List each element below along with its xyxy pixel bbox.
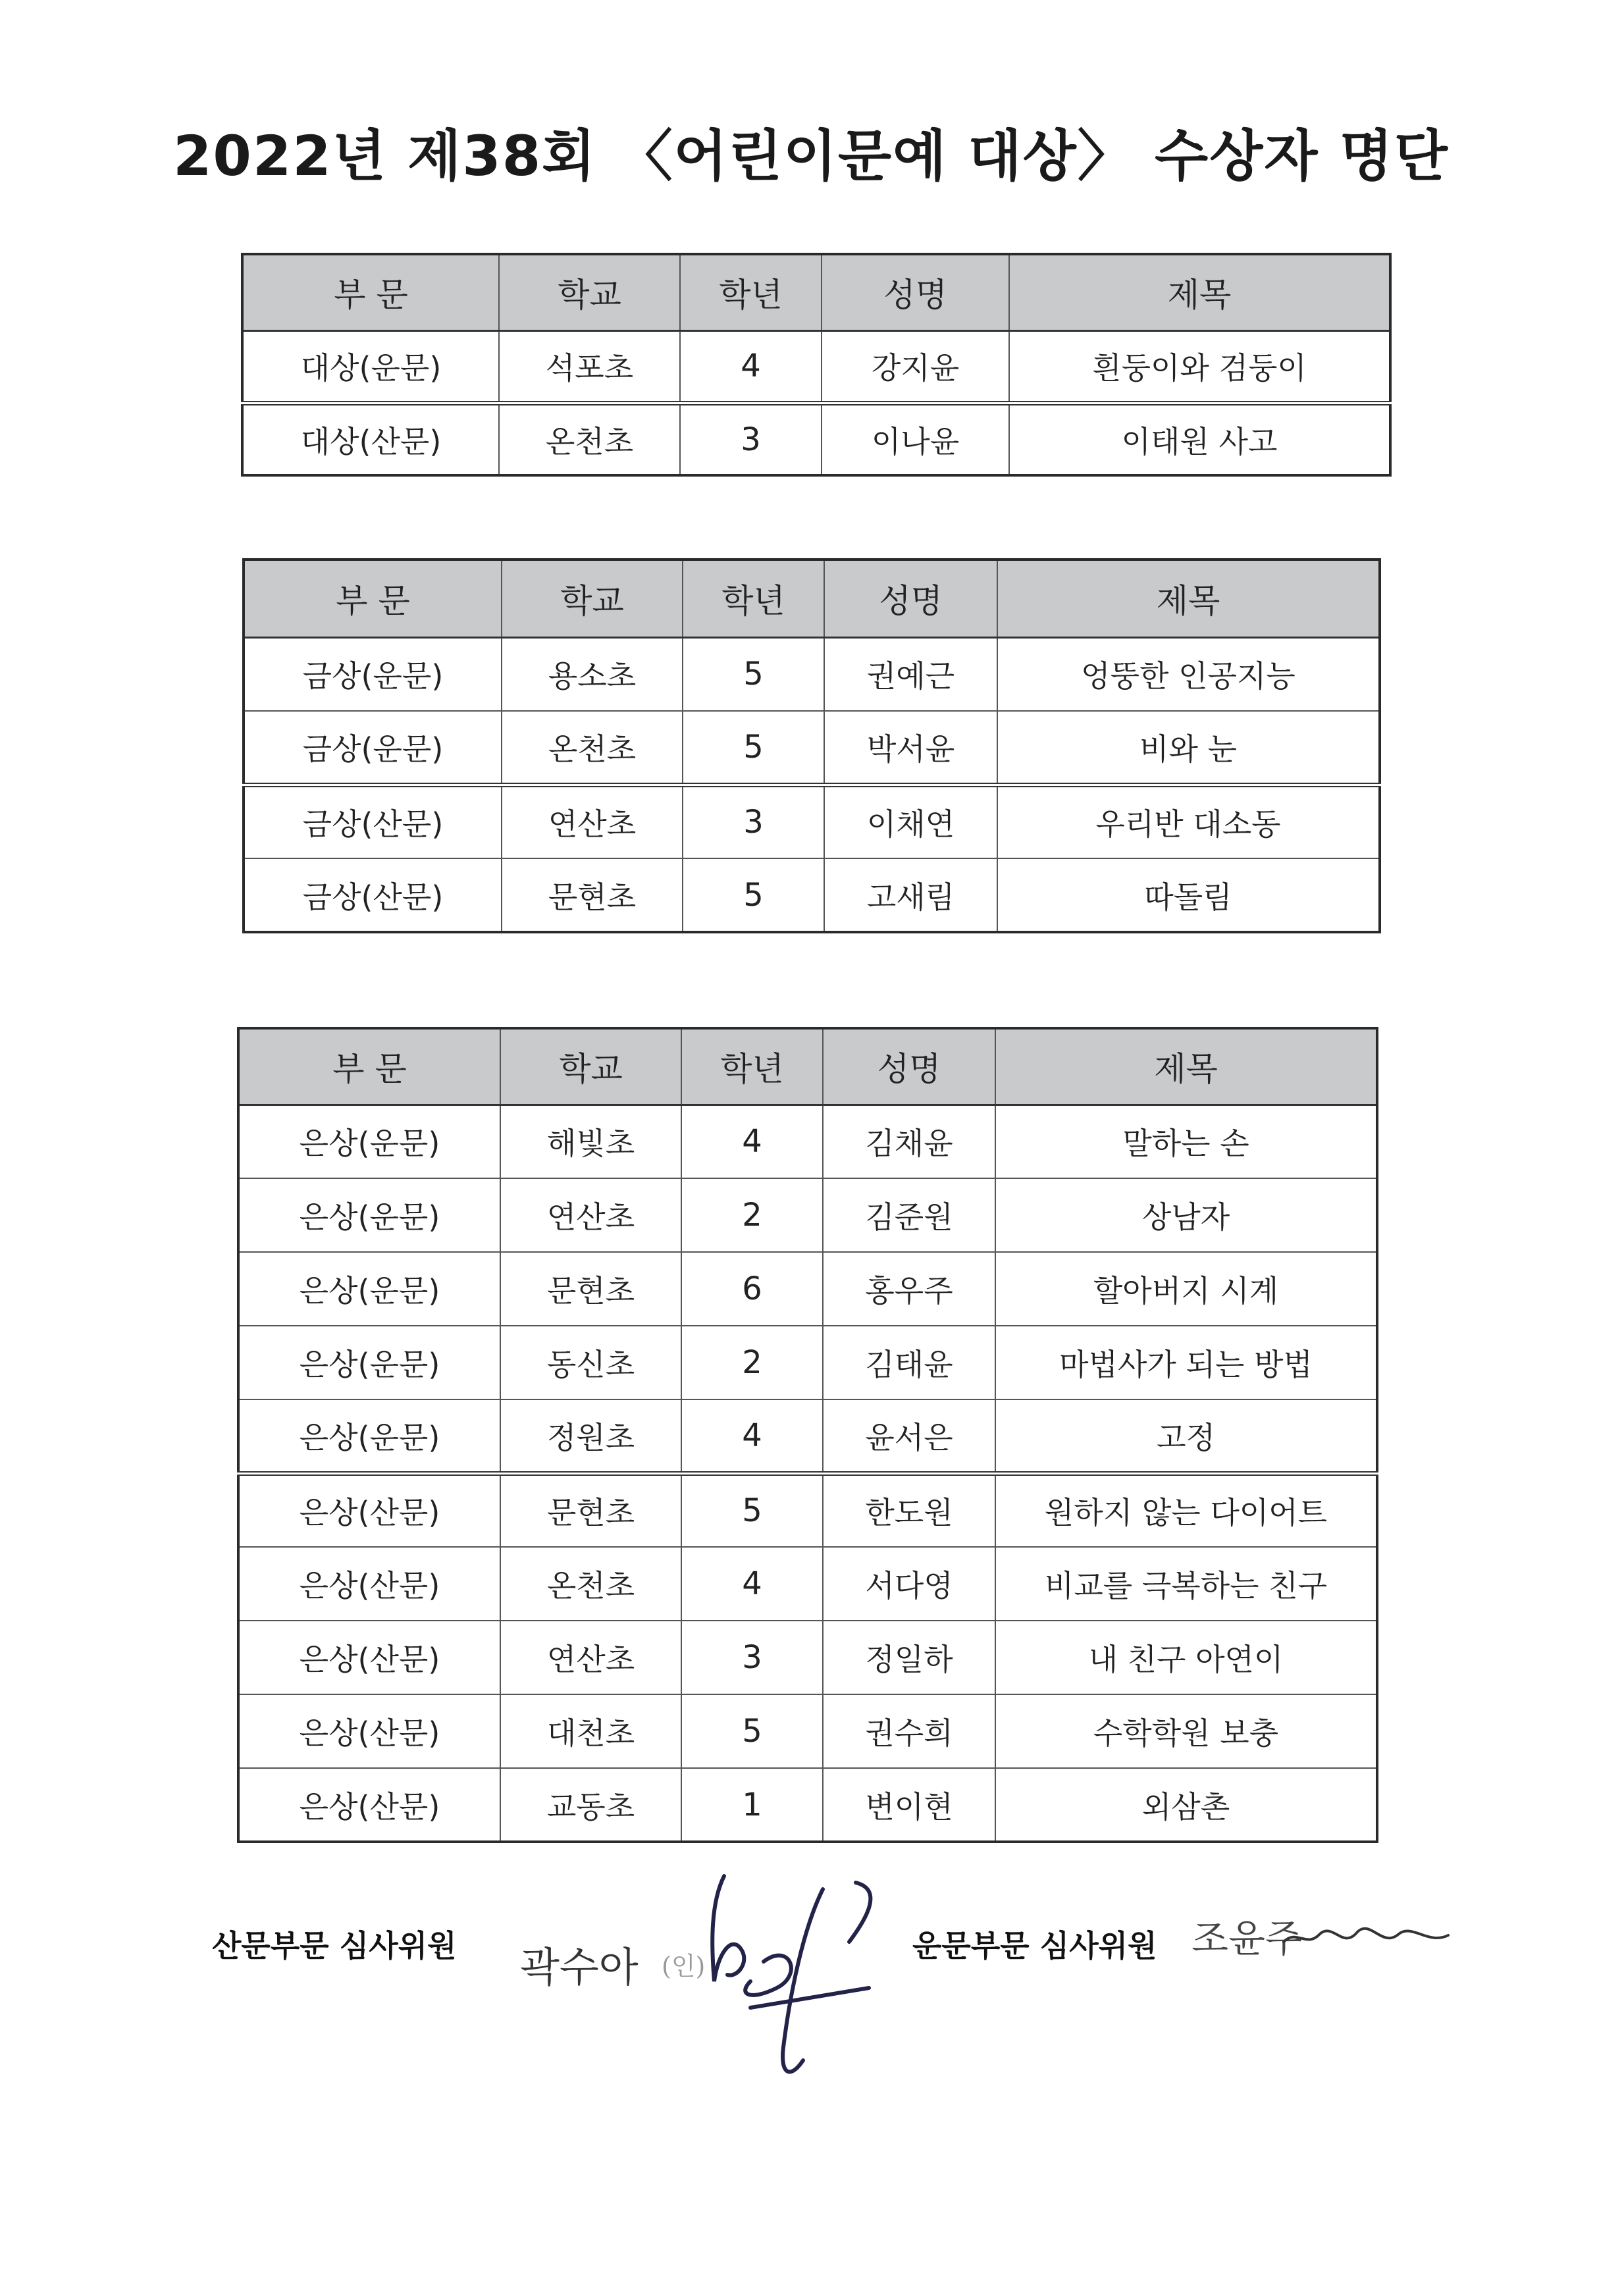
cell-division: 은상(산문) bbox=[238, 1547, 500, 1621]
table-row bbox=[238, 1473, 1377, 1547]
verse-judge-label: 운문부문 심사위원 bbox=[912, 1928, 1157, 1964]
cell-grade: 5 bbox=[681, 1694, 823, 1768]
cell-title: 비와 눈 bbox=[997, 711, 1380, 785]
header-grade: 학년 bbox=[680, 254, 822, 330]
cell-grade: 4 bbox=[681, 1399, 823, 1473]
cell-name: 정일하 bbox=[823, 1621, 995, 1694]
table-row bbox=[238, 1621, 1377, 1694]
cell-title: 원하지 않는 다이어트 bbox=[995, 1473, 1377, 1547]
cell-division: 대상(산문) bbox=[242, 403, 499, 475]
cell-name: 변이현 bbox=[823, 1768, 995, 1842]
cell-division: 금상(산문) bbox=[244, 858, 502, 932]
cell-division: 은상(운문) bbox=[238, 1399, 500, 1473]
cell-title: 고정 bbox=[995, 1399, 1377, 1473]
signature-stroke bbox=[1284, 1929, 1448, 1942]
cell-grade: 2 bbox=[681, 1326, 823, 1399]
prose-judge-label: 산문부문 심사위원 bbox=[212, 1928, 457, 1964]
prose-judge-signature bbox=[513, 1863, 908, 2100]
cell-school: 용소초 bbox=[502, 637, 683, 711]
cell-grade: 5 bbox=[683, 637, 824, 711]
table-header-row bbox=[244, 560, 1380, 637]
page-title: 2022년 제38회 〈어린이문예 대상〉 수상자 명단 bbox=[172, 124, 1450, 188]
cell-division: 대상(운문) bbox=[242, 330, 499, 403]
cell-school: 문현초 bbox=[502, 858, 683, 932]
cell-division: 은상(운문) bbox=[238, 1178, 500, 1252]
cell-grade: 3 bbox=[681, 1621, 823, 1694]
cell-grade: 2 bbox=[681, 1178, 823, 1252]
cell-division: 금상(산문) bbox=[244, 785, 502, 858]
table-row bbox=[238, 1105, 1377, 1178]
cell-title: 마법사가 되는 방법 bbox=[995, 1326, 1377, 1399]
cell-name: 김채윤 bbox=[823, 1105, 995, 1178]
table-row bbox=[244, 711, 1380, 785]
cell-name: 윤서은 bbox=[823, 1399, 995, 1473]
header-name: 성명 bbox=[823, 1028, 995, 1105]
cell-name: 한도원 bbox=[823, 1473, 995, 1547]
cell-school: 문현초 bbox=[500, 1252, 681, 1326]
header-title: 제목 bbox=[997, 560, 1380, 637]
cell-grade: 3 bbox=[680, 403, 822, 475]
table-row bbox=[238, 1694, 1377, 1768]
verse-judge-signature bbox=[1185, 1902, 1461, 1975]
header-division: 부 문 bbox=[242, 254, 499, 330]
cell-division: 은상(산문) bbox=[238, 1768, 500, 1842]
cell-division: 은상(운문) bbox=[238, 1105, 500, 1178]
cell-school: 해빛초 bbox=[500, 1105, 681, 1178]
cell-division: 은상(산문) bbox=[238, 1694, 500, 1768]
cell-name: 김준원 bbox=[823, 1178, 995, 1252]
cell-grade: 5 bbox=[683, 858, 824, 932]
cell-title: 흰둥이와 검둥이 bbox=[1009, 330, 1390, 403]
table-row bbox=[244, 858, 1380, 932]
header-title: 제목 bbox=[1009, 254, 1390, 330]
cell-name: 강지윤 bbox=[822, 330, 1009, 403]
cell-name: 이나윤 bbox=[822, 403, 1009, 475]
cell-division: 금상(운문) bbox=[244, 711, 502, 785]
cell-name: 이채연 bbox=[824, 785, 997, 858]
gold-prize-table bbox=[242, 558, 1381, 933]
cell-school: 온천초 bbox=[502, 711, 683, 785]
cell-school: 동신초 bbox=[500, 1326, 681, 1399]
table-header-row bbox=[242, 254, 1390, 330]
cell-title: 내 친구 아연이 bbox=[995, 1621, 1377, 1694]
signature-stroke bbox=[712, 1876, 870, 2072]
cell-title: 할아버지 시계 bbox=[995, 1252, 1377, 1326]
table-header-row bbox=[238, 1028, 1377, 1105]
cell-grade: 5 bbox=[681, 1473, 823, 1547]
cell-division: 은상(산문) bbox=[238, 1473, 500, 1547]
cell-school: 교동초 bbox=[500, 1768, 681, 1842]
cell-title: 비교를 극복하는 친구 bbox=[995, 1547, 1377, 1621]
cell-name: 홍우주 bbox=[823, 1252, 995, 1326]
silver-prize-table bbox=[237, 1027, 1378, 1843]
cell-title: 엉뚱한 인공지능 bbox=[997, 637, 1380, 711]
header-grade: 학년 bbox=[683, 560, 824, 637]
table-row bbox=[238, 1399, 1377, 1473]
cell-division: 은상(운문) bbox=[238, 1326, 500, 1399]
cell-title: 외삼촌 bbox=[995, 1768, 1377, 1842]
header-school: 학교 bbox=[500, 1028, 681, 1105]
header-name: 성명 bbox=[822, 254, 1009, 330]
table-row bbox=[244, 637, 1380, 711]
cell-grade: 4 bbox=[680, 330, 822, 403]
table-row bbox=[238, 1547, 1377, 1621]
cell-title: 우리반 대소동 bbox=[997, 785, 1380, 858]
table-row bbox=[238, 1768, 1377, 1842]
cell-name: 김태윤 bbox=[823, 1326, 995, 1399]
cell-name: 박서윤 bbox=[824, 711, 997, 785]
cell-school: 문현초 bbox=[500, 1473, 681, 1547]
header-title: 제목 bbox=[995, 1028, 1377, 1105]
cell-name: 권수희 bbox=[823, 1694, 995, 1768]
cell-title: 말하는 손 bbox=[995, 1105, 1377, 1178]
table-row bbox=[238, 1326, 1377, 1399]
cell-school: 연산초 bbox=[500, 1178, 681, 1252]
cell-school: 연산초 bbox=[500, 1621, 681, 1694]
cell-title: 수학학원 보충 bbox=[995, 1694, 1377, 1768]
header-grade: 학년 bbox=[681, 1028, 823, 1105]
table-row bbox=[242, 330, 1390, 403]
cell-division: 은상(산문) bbox=[238, 1621, 500, 1694]
header-school: 학교 bbox=[502, 560, 683, 637]
table-row bbox=[238, 1178, 1377, 1252]
cell-division: 은상(운문) bbox=[238, 1252, 500, 1326]
cell-school: 연산초 bbox=[502, 785, 683, 858]
cell-title: 이태원 사고 bbox=[1009, 403, 1390, 475]
cell-name: 고새림 bbox=[824, 858, 997, 932]
cell-school: 정원초 bbox=[500, 1399, 681, 1473]
verse-judge-name: 조윤주 bbox=[1191, 1916, 1303, 1961]
prose-judge-name: 곽수아 bbox=[520, 1943, 639, 1991]
header-name: 성명 bbox=[824, 560, 997, 637]
cell-title: 상남자 bbox=[995, 1178, 1377, 1252]
cell-grade: 3 bbox=[683, 785, 824, 858]
header-division: 부 문 bbox=[238, 1028, 500, 1105]
cell-grade: 4 bbox=[681, 1105, 823, 1178]
cell-school: 석포초 bbox=[499, 330, 680, 403]
cell-school: 대천초 bbox=[500, 1694, 681, 1768]
cell-title: 따돌림 bbox=[997, 858, 1380, 932]
cell-grade: 4 bbox=[681, 1547, 823, 1621]
prose-judge-seal: (인) bbox=[662, 1952, 706, 1981]
cell-name: 권예근 bbox=[824, 637, 997, 711]
cell-grade: 5 bbox=[683, 711, 824, 785]
header-division: 부 문 bbox=[244, 560, 502, 637]
table-row bbox=[244, 785, 1380, 858]
grand-prize-table bbox=[241, 253, 1392, 477]
table-row bbox=[242, 403, 1390, 475]
cell-grade: 6 bbox=[681, 1252, 823, 1326]
cell-grade: 1 bbox=[681, 1768, 823, 1842]
table-row bbox=[238, 1252, 1377, 1326]
cell-name: 서다영 bbox=[823, 1547, 995, 1621]
cell-school: 온천초 bbox=[499, 403, 680, 475]
cell-division: 금상(운문) bbox=[244, 637, 502, 711]
cell-school: 온천초 bbox=[500, 1547, 681, 1621]
header-school: 학교 bbox=[499, 254, 680, 330]
